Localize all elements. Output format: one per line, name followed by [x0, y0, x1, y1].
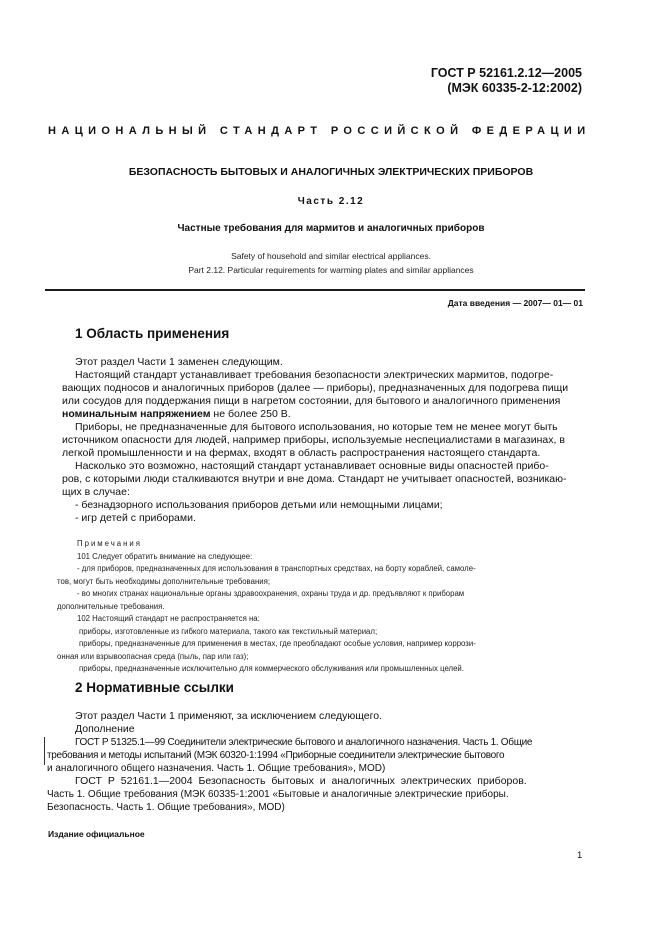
paragraph: Дополнение — [75, 723, 135, 735]
effective-date: Дата введения — 2007— 01— 01 — [447, 298, 583, 308]
standard-number-gost: ГОСТ Р 52161.2.12—2005 — [430, 66, 582, 80]
standard-number-iec: (МЭК 60335-2-12:2002) — [447, 81, 582, 95]
bold-term: номинальным напряжением — [62, 408, 211, 420]
document-subtitle: Частные требования для мармитов и аналогичных приборов — [177, 223, 485, 234]
note-line: - во многих странах национальные органы здравоохранения, охраны труда и др. предъявляют к приборам — [77, 589, 465, 598]
paragraph-line: легкой промышленности и на фермах, входят в область распространения настоящего стандарта. — [62, 447, 541, 459]
english-title-line2: Part 2.12. Particular requirements for warming plates and similar appliances — [188, 265, 474, 275]
note-101: 101 Следует обратить внимание на следующее: — [77, 551, 253, 561]
english-title-line1: Safety of household and similar electrical appliances. — [231, 251, 431, 261]
section-1-body — [62, 356, 583, 525]
paragraph-tail: не более 250 В. — [210, 408, 291, 420]
note-line: - для приборов, предназначенных для использования в транспортных средствах, на борту кораблей, самоле- — [77, 564, 476, 573]
english-title — [48, 249, 614, 277]
reference-line: ГОСТ Р 51325.1—99 Соединители электрические бытового и аналогичного назначения. Часть 1. Общие — [75, 737, 533, 748]
page-number: 1 — [577, 850, 583, 861]
reference-line: ГОСТ Р 52161.1—2004 Безопасность бытовых и аналогичных электрических приборов. — [75, 775, 527, 787]
national-standard-banner: НАЦИОНАЛЬНЫЙ СТАНДАРТ РОССИЙСКОЙ ФЕДЕРАЦИИ — [48, 125, 591, 137]
note-line: приборы, предназначенные для применения в местах, где преобладают особые условия, например коррози- — [79, 639, 476, 648]
paragraph-line: щих в случае: — [62, 486, 130, 498]
notes-block — [57, 538, 585, 676]
note-line: приборы, изготовленные из гибкого материала, такого как текстильный материал; — [79, 626, 378, 636]
note-line: тов, могут быть необходимы дополнительные требования; — [57, 576, 271, 586]
note-line: онная или взрывоопасная среда (пыль, пар или газ); — [57, 651, 249, 661]
paragraph: Этот раздел Части 1 заменен следующим. — [75, 356, 283, 368]
paragraph-line: или сосудов для поддержания пищи в нагретом состоянии, для бытового и аналогичного применения — [62, 395, 561, 407]
note-line: дополнительные требования. — [57, 601, 165, 611]
list-item: - безнадзорного использования приборов детьми или немощными лицами; — [75, 499, 443, 511]
section-2-body — [47, 710, 583, 814]
edition-label: Издание официальное — [48, 829, 145, 839]
document-title: БЕЗОПАСНОСТЬ БЫТОВЫХ И АНАЛОГИЧНЫХ ЭЛЕКТРИЧЕСКИХ ПРИБОРОВ — [128, 166, 534, 178]
list-item: - игр детей с приборами. — [75, 512, 196, 524]
reference-line: Часть 1. Общие требования (МЭК 60335-1:2001 «Бытовые и аналогичные электрические приборы. — [47, 789, 509, 800]
paragraph-line: вающих подносов и аналогичных приборов (далее — приборы), предназначенных для подогрева пищи — [62, 382, 569, 394]
change-bar — [44, 737, 45, 765]
paragraph-line: Насколько это возможно, настоящий стандарт устанавливает основные виды опасностей прибо- — [75, 460, 549, 472]
notes-heading: Примечания — [77, 539, 143, 548]
section-1-heading: 1 Область применения — [75, 326, 230, 341]
part-label: Часть 2.12 — [297, 196, 365, 207]
paragraph: Этот раздел Части 1 применяют, за исключением следующего. — [75, 710, 382, 722]
reference-line: Безопасность. Часть 1. Общие требования», MOD) — [47, 802, 285, 813]
reference-line: и аналогичного общего назначения. Часть 1. Общие требования», MOD) — [47, 763, 386, 774]
standard-number — [431, 66, 582, 96]
section-2-heading: 2 Нормативные ссылки — [75, 680, 234, 695]
reference-line: требования и методы испытаний (МЭК 60320-1:1994 «Приборные соединители электрические бытового — [47, 750, 505, 761]
paragraph-line — [62, 408, 583, 421]
paragraph-line: Приборы, не предназначенные для бытового использования, но которые тем не менее могут быть — [75, 421, 558, 433]
header-divider — [45, 289, 585, 291]
paragraph-line: Настоящий стандарт устанавливает требования безопасности электрических мармитов, подогре- — [75, 369, 554, 381]
paragraph-line: источником опасности для людей, например приборы, используемые неспециалистами в магазинах, в — [62, 434, 565, 446]
note-102: 102 Настоящий стандарт не распространяется на: — [77, 614, 260, 623]
paragraph-line: ров, с которыми люди сталкиваются внутри и вне дома. Стандарт не учитывает опасностей, возникаю- — [62, 473, 567, 485]
note-line: приборы, предназначенные исключительно для коммерческого обслуживания или промышленных целей. — [79, 664, 464, 673]
